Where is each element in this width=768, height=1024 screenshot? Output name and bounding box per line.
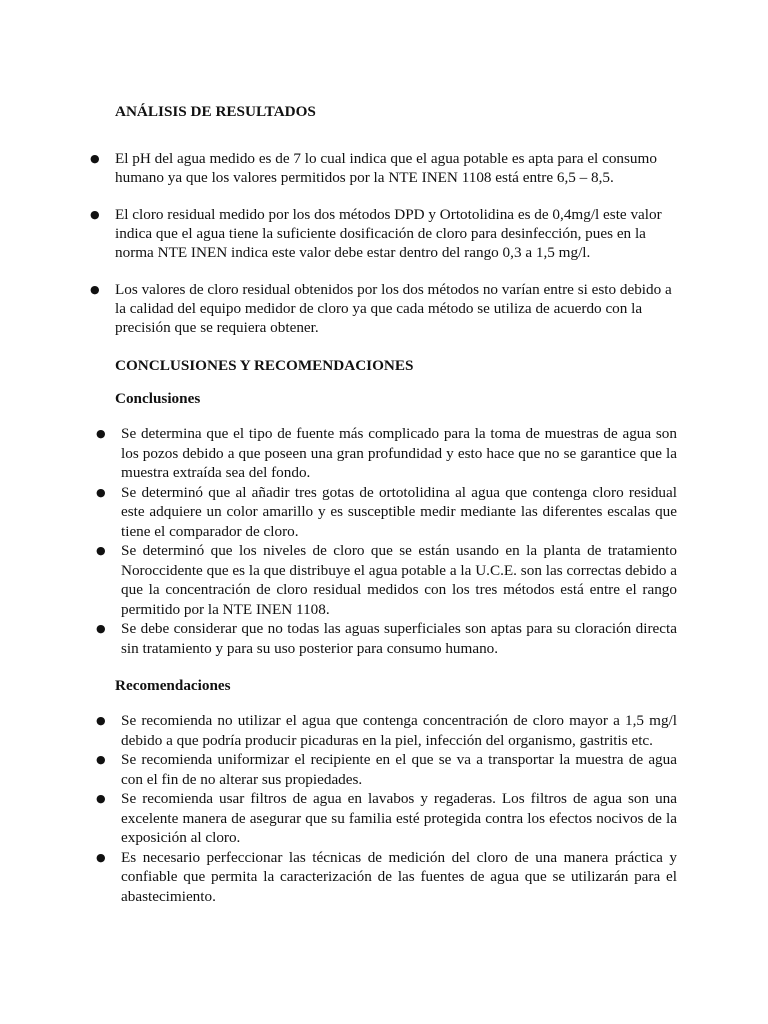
bullet-icon: ● [90,208,100,221]
analysis-list [90,149,675,355]
recommendations-subheading: Recomendaciones [115,677,231,694]
bullet-icon: ● [96,485,106,499]
bullet-icon: ● [96,544,106,557]
bullet-icon: ● [96,753,106,766]
analysis-item: ● El cloro residual medido por los dos métodos DPD y Ortotolidina es de 0,4mg/l este valor indica que el agua tiene la suficiente dosificación de cloro para desinfección, pues en la norma NTE INEN indica este valor debe estar dentro del rango 0,3 a 1,5 mg/l. [90,206,662,261]
bullet-icon: ● [96,427,106,440]
recommendation-item: ● Se recomienda uniformizar el recipiente en el que se va a transportar la muestra de agua con el fin de no alterar sus propiedades. [96,751,677,788]
conclusions-list [96,424,677,658]
bullet-icon: ● [90,283,100,296]
bullet-icon: ● [96,850,106,864]
analysis-item: ● Los valores de cloro residual obtenidos por los dos métodos no varían entre si esto debido a la calidad del equipo medidor de cloro ya que cada método se utiliza de acuerdo con la precisión que se requiera obtener. [90,281,672,336]
recommendation-item: ● Es necesario perfeccionar las técnicas de medición del cloro de una manera práctica y confiable que permita la caracterización de las fuentes de agua que se utilizarán para el abastecimiento. [96,848,677,905]
bullet-icon: ● [96,792,106,805]
conclusion-item: ● Se determinó que al añadir tres gotas de ortotolidina al agua que contenga cloro residual este adquiere un color amarillo y es susceptible medir mediante las diferentes escalas que tiene el comparador de cloro. [96,483,677,540]
bullet-icon: ● [90,152,100,165]
conclusion-item: ● Se debe considerar que no todas las aguas superficiales son aptas para su cloración directa sin tratamiento y para su uso posterior para consumo humano. [96,620,677,657]
conclusions-recommendations-heading: CONCLUSIONES Y RECOMENDACIONES [115,357,414,374]
bullet-icon: ● [96,622,106,635]
analysis-item: ● El pH del agua medido es de 7 lo cual indica que el agua potable es apta para el consumo humano ya que los valores permitidos por la NTE INEN 1108 está entre 6,5 – 8,5. [90,150,657,186]
conclusions-subheading: Conclusiones [115,390,201,407]
bullet-icon: ● [96,714,106,727]
analysis-heading: ANÁLISIS DE RESULTADOS [115,103,316,120]
conclusion-item: ● Se determina que el tipo de fuente más complicado para la toma de muestras de agua son los pozos debido a que poseen una gran profundidad y esto hace que no se garantice que la muestra extraída sea del fondo. [96,425,677,481]
recommendation-item: ● Se recomienda no utilizar el agua que contenga concentración de cloro mayor a 1,5 mg/l debido a que podría producir picaduras en la piel, infección del organismo, gastritis etc. [96,712,677,749]
recommendation-item: ● Se recomienda usar filtros de agua en lavabos y regaderas. Los filtros de agua son una excelente manera de asegurar que su familia esté protegida contra los efectos nocivos de la exposición al cloro. [96,790,677,846]
recommendations-list [96,711,677,906]
conclusion-item: ● Se determinó que los niveles de cloro que se están usando en la planta de tratamiento Noroccidente que es la que distribuye el agua potable a la U.C.E. son las correctas debido a que la concentración de cloro residual medidos con los tres métodos está entre el rango permitido por la NTE INEN 1108. [96,542,677,618]
